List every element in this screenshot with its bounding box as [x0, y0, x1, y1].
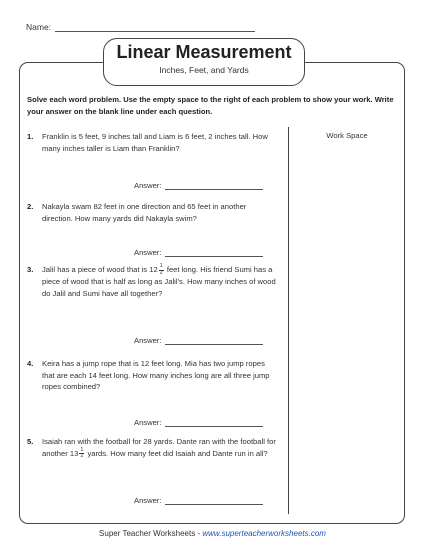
title-box	[103, 38, 305, 86]
fraction-denominator: 2	[80, 453, 84, 459]
problem-text-part: Isaiah ran with the football for 28 yards. Dante ran with the football for another 13	[42, 437, 276, 458]
answer-label: Answer:	[134, 181, 162, 190]
problem-text-part: Jalil has a piece of wood that is 12	[42, 265, 158, 274]
answer-label: Answer:	[134, 496, 162, 505]
footer-separator: -	[195, 529, 203, 538]
name-field	[26, 22, 255, 32]
answer-2[interactable]	[134, 247, 274, 257]
answer-line[interactable]	[165, 335, 263, 345]
problem-5	[27, 436, 279, 460]
answer-line[interactable]	[165, 180, 263, 190]
answer-1[interactable]	[134, 180, 274, 190]
problem-text	[42, 264, 279, 299]
problem-number: 5.	[27, 437, 34, 446]
problem-text-part: yards. How many feet did Isaiah and Dante run in all?	[85, 448, 268, 458]
problem-text-part: feet long. His friend Sumi has a piece of wood that is half as long as Jalil’s. How many inches of wood do Jalil and Sumi have all together?	[42, 265, 276, 298]
answer-label: Answer:	[134, 248, 162, 257]
footer-brand: Super Teacher Worksheets	[99, 529, 196, 538]
footer-url-link[interactable]: www.superteacherworksheets.com	[202, 529, 326, 538]
work-space-divider	[288, 127, 289, 514]
problem-number: 2.	[27, 202, 34, 211]
name-label: Name:	[26, 22, 52, 32]
page-subtitle: Inches, Feet, and Yards	[159, 65, 249, 75]
footer	[0, 529, 425, 538]
problem-text: Franklin is 5 feet, 9 inches tall and Liam is 6 feet, 2 inches tall. How many inches taller is Liam than Franklin?	[42, 132, 268, 153]
instructions: Solve each word problem. Use the empty space to the right of each problem to show your work. Write your answer on the blank line under each question.	[27, 95, 394, 116]
problem-4	[27, 358, 279, 393]
answer-line[interactable]	[165, 495, 263, 505]
problem-text: Keira has a jump rope that is 12 feet long. Mia has two jump ropes that are each 14 feet long. How many inches long are all three jump ropes combined?	[42, 359, 270, 391]
problem-number: 1.	[27, 132, 34, 141]
answer-4[interactable]	[134, 417, 274, 427]
problem-text: Nakayla swam 82 feet in one direction and 65 feet in another direction. How many yards did Nakayla swim?	[42, 202, 247, 223]
problem-text	[42, 436, 279, 460]
fraction-denominator: 2	[159, 269, 163, 276]
answer-line[interactable]	[165, 247, 263, 257]
problem-3	[27, 264, 279, 299]
answer-3[interactable]	[134, 335, 274, 345]
fraction-numerator: 1	[80, 446, 84, 453]
fraction	[79, 448, 84, 460]
page-title: Linear Measurement	[116, 42, 292, 62]
fraction-numerator: 1	[159, 263, 163, 269]
answer-label: Answer:	[134, 418, 162, 427]
answer-label: Answer:	[134, 336, 162, 345]
work-space-label: Work Space	[326, 131, 368, 140]
problem-number: 3.	[27, 265, 34, 274]
answer-5[interactable]	[134, 495, 274, 505]
answer-line[interactable]	[165, 417, 263, 427]
problem-1	[27, 131, 279, 154]
problem-number: 4.	[27, 359, 34, 368]
fraction	[159, 264, 164, 276]
problem-2	[27, 201, 279, 224]
name-line[interactable]	[55, 22, 255, 32]
